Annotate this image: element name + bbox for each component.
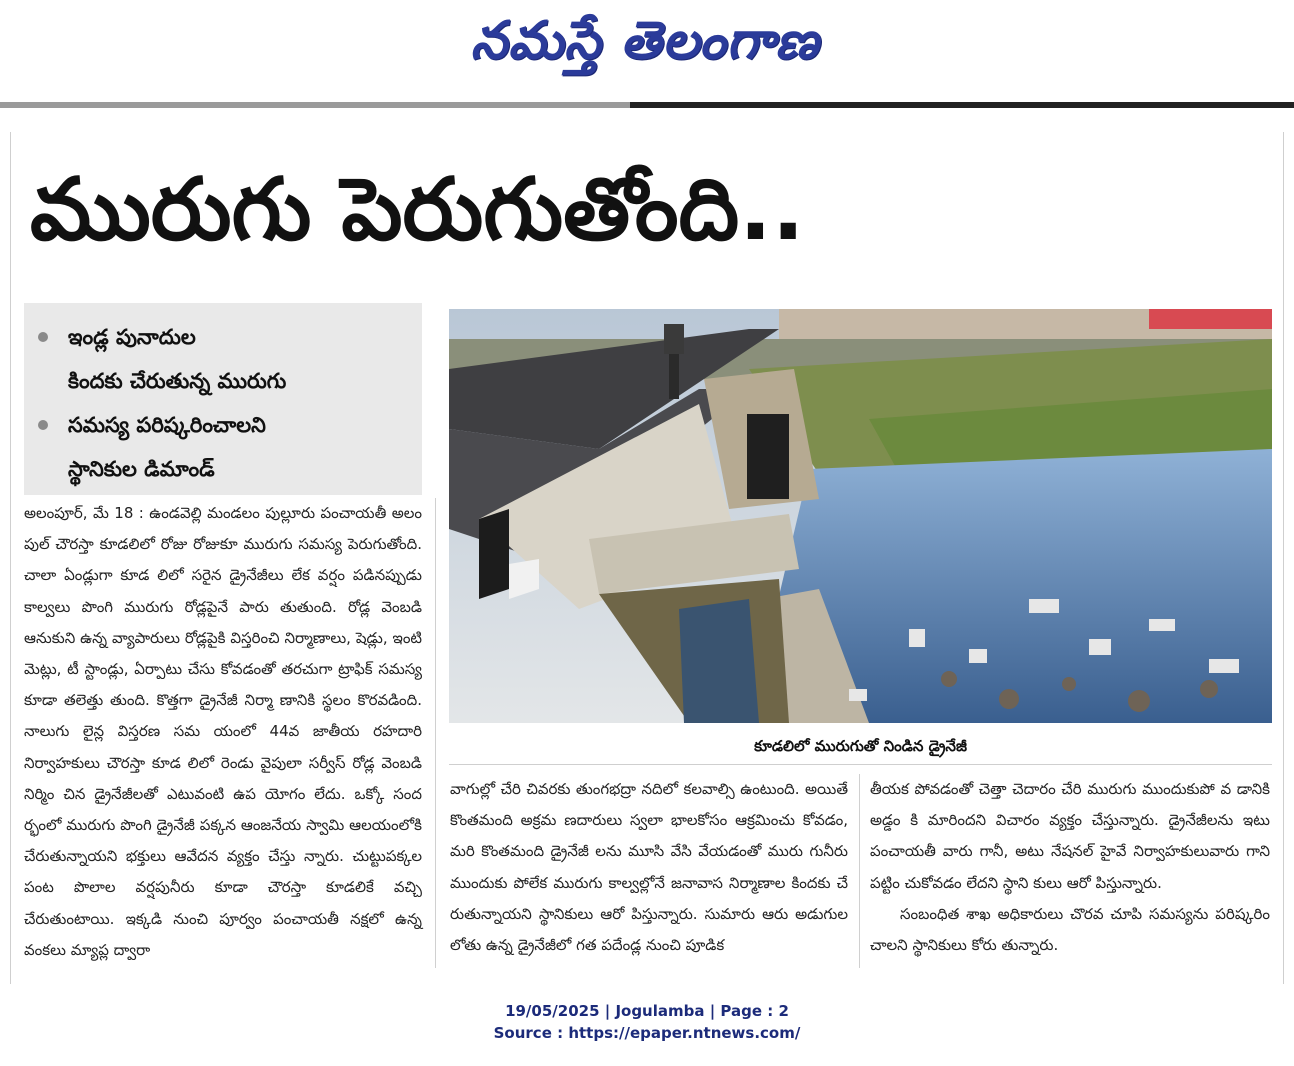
caption-rule [449,764,1272,765]
article-column-3 [870,774,1270,961]
article-column-1 [24,498,422,966]
highlight-line: సమస్య పరిష్కరించాలని [68,413,266,437]
highlight-line: స్థానికుల డిమాండ్ [68,457,215,481]
bullet-icon [38,332,48,342]
edition-line: 19/05/2025 | Jogulamba | Page : 2 [505,1002,789,1020]
frame-border-right [1283,132,1284,984]
column-2-text: వాగుల్లో చేరి చివరకు తుంగభద్రా నదిలో కలవాల్సి ఉంటుంది. అయితే కొంతమంది అక్రమ ణదారులు స్వలా భాలకోసం ఆక్రమించు కోవడం, మరి కొంతమంది డ్రైనేజీ లను మూసి వేసి వేయడంతో మురు గునీరు ముందుకు పోలేక మురుగు కాల్వల్లోనే జనావాస నిర్మాణాల కిందకు చే రుతున్నాయని స్థానికులు ఆరో పిస్తున్నారు. సుమారు ఆరు అడుగుల లోతు ఉన్న డ్రైనేజీలో గత పదేండ్ల నుంచి పూడిక [450,780,848,955]
masthead-rule-grey [0,102,630,108]
article-column-2 [450,774,848,961]
column-divider [859,774,860,968]
column-3-paragraph-2: సంబంధిత శాఖ అధికారులు చొరవ చూపి సమస్యను పరిష్కరిం చాలని స్థానికులు కోరు తున్నారు. [870,904,1270,955]
column-3-paragraph-1: తీయక పోవడంతో చెత్తా చెదారం చేరి మురుగు ముందుకుపో వ డానికి అడ్డం కి మారిందని విచారం వ్యక్తం చేస్తున్నారు. డ్రైనేజీలను ఇటు పంచాయతీ వారు గానీ, అటు నేషనల్ హైవే నిర్వాహకులువారు గాని పట్టిం చుకోవడం లేదని స్థాని కులు ఆరో పిస్తున్నారు. [870,780,1270,892]
newspaper-logo: నమస్తే తెలంగాణ [470,11,820,71]
column-1-text: అలంపూర్, మే 18 : ఉండవెల్లి మండలం పుల్లూరు పంచాయతీ అలం పుల్ చౌరస్తా కూడలిలో రోజు రోజుకూ మురుగు సమస్య పెరుగుతోంది. చాలా ఏండ్లుగా కూడ లిలో సరైన డ్రైనేజీలు లేక వర్షం పడినప్పుడు కాల్వలు పొంగి మురుగు రోడ్లపైనే పారు తుతుంది. రోడ్ల వెంబడి ఆనుకుని ఉన్న వ్యాపారులు రోడ్లపైకి విస్తరించి నిర్మాణాలు, షెడ్లు, ఇంటి మెట్లు, టీ స్టాండ్లు, ఏర్పాటు చేసు కోవడంతో తరచుగా ట్రాఫిక్ సమస్య కూడా తలెత్తు తుంది. కొత్తగా డ్రైనేజీ నిర్మా ణానికి స్థలం కొరవడింది. నాలుగు లైన్ల విస్తరణ సమ యంలో 44వ జాతీయ రహదారి నిర్వాహకులు చౌరస్తా కూడ లిలో రెండు వైపులా సర్వీస్ రోడ్ల వెంబడి నిర్మిం చిన డ్రైనేజీలతో ఎటువంటి ఉప యోగం లేదు. ఒక్కో సంద ర్భంలో మురుగు పొంగి డ్రైనేజీ పక్కన ఆంజనేయ స్వామి ఆలయంలోకి చేరుతున్నాయని భక్తులు ఆవేదన వ్యక్తం చేస్తు న్నారు. చుట్టుపక్కల పంట పొలాల వర్షపునీరు కూడా చౌరస్తా కూడలికే వచ్చి చేరుతుంటాయి. ఇక్కడి నుంచి పూర్వం పంచాయతీ నక్షలో ఉన్న వంకలు మ్యాప్ల ద్వారా [24,504,422,959]
masthead [0,0,1294,100]
footer [0,1000,1294,1044]
drainage-photo-illustration [449,309,1272,723]
bullet-icon [38,420,48,430]
article-headline: మురుగు పెరుగుతోంది.. [30,160,805,260]
highlights-box [24,303,422,495]
highlight-line: కిందకు చేరుతున్న మురుగు [68,369,287,393]
drainage-photo [449,309,1272,723]
masthead-rule-black [630,102,1294,108]
source-link[interactable]: Source : https://epaper.ntnews.com/ [493,1024,801,1042]
photo-caption: కూడలిలో మురుగుతో నిండిన డ్రైనేజీ [754,737,967,755]
highlight-line: ఇండ్ల పునాదుల [68,325,196,349]
frame-border-left [10,132,11,984]
column-divider [435,498,436,968]
